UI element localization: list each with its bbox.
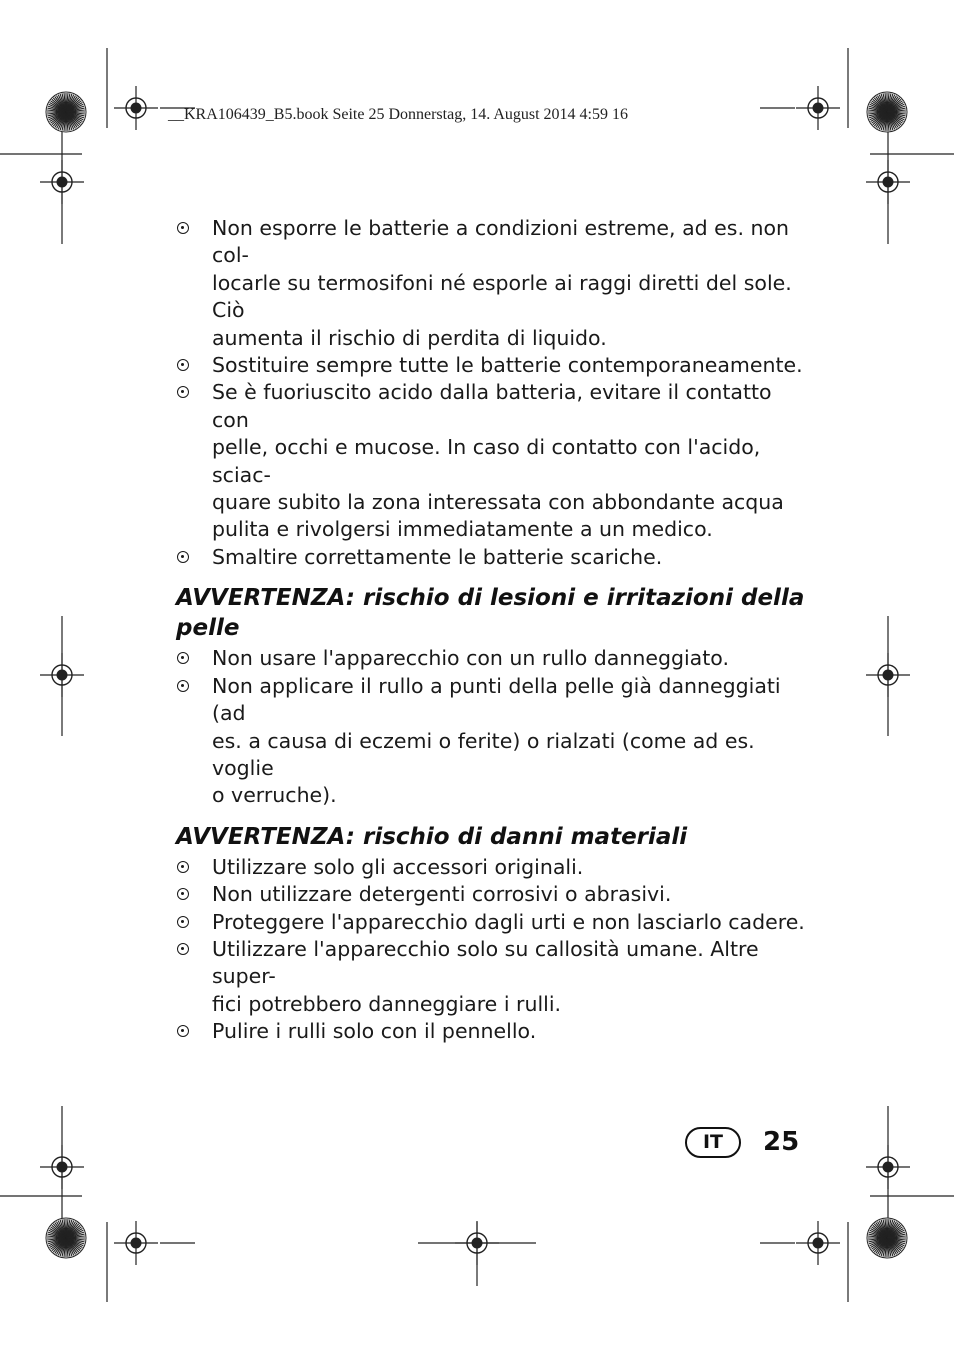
circled-dot-bullet-icon [177,652,189,664]
list-item [176,854,806,881]
circled-dot-bullet-icon [177,916,189,928]
item-text-line: o verruche). [212,783,337,808]
list-item [176,1018,806,1045]
list-item [176,673,806,810]
language-badge: IT [685,1127,741,1158]
item-text-line: Sostituire sempre tutte le batterie contemporaneamente. [212,353,803,378]
circled-dot-bullet-icon [177,680,189,692]
material-warning-heading [176,822,806,852]
page-content [176,215,806,1046]
list-item [176,936,806,1018]
item-text-line: Pulire i rulli solo con il pennello. [212,1019,537,1044]
list-item [176,352,806,379]
item-text-line: Proteggere l'apparecchio dagli urti e non lasciarlo cadere. [212,909,805,934]
list-item [176,215,806,352]
list-item [176,379,806,543]
item-text-line: Non applicare il rullo a punti della pelle già danneggiati (ad [212,673,781,726]
print-file-header: __KRA106439_B5.book Seite 25 Donnerstag, 14. August 2014 4:59 16 [168,106,628,123]
warning-title: rischio di lesioni e irritazioni della pelle [176,585,805,642]
item-text-line: pulita e rivolgersi immediatamente a un medico. [212,517,713,542]
item-text-line: locarle su termosifoni né esporle ai raggi diretti del sole. Ciò [212,270,792,323]
list-item [176,881,806,908]
item-text-line: Smaltire correttamente le batterie scariche. [212,544,663,569]
circled-dot-bullet-icon [177,386,189,398]
item-text-line: quare subito la zona interessata con abbondante acqua [212,490,784,515]
item-text-line: Utilizzare solo gli accessori originali. [212,854,584,879]
circled-dot-bullet-icon [177,888,189,900]
warning-title: rischio di danni materiali [354,823,688,850]
battery-safety-list [176,215,806,571]
skin-warning-list [176,645,806,809]
page-footer [685,1125,799,1159]
warning-label: AVVERTENZA: [176,823,355,850]
item-text-line: Non usare l'apparecchio con un rullo danneggiato. [212,646,729,671]
circled-dot-bullet-icon [177,222,189,234]
circled-dot-bullet-icon [177,1025,189,1037]
item-text-line: Utilizzare l'apparecchio solo su callosità umane. Altre super- [212,936,759,989]
page-number: 25 [763,1127,800,1157]
item-text-line: es. a causa di eczemi o ferite) o rialzati (come ad es. voglie [212,728,755,780]
item-text-line: aumenta il rischio di perdita di liquido. [212,325,607,350]
circled-dot-bullet-icon [177,359,189,371]
item-text-line: Se è fuoriuscito acido dalla batteria, evitare il contatto con [212,380,772,432]
warning-label: AVVERTENZA: [176,585,355,612]
circled-dot-bullet-icon [177,943,189,955]
list-item [176,909,806,936]
list-item [176,645,806,672]
material-warning-list [176,854,806,1046]
item-text-line: pelle, occhi e mucose. In caso di contatto con l'acido, sciac- [212,435,761,487]
skin-warning-heading [176,583,806,643]
list-item [176,544,806,571]
circled-dot-bullet-icon [177,551,189,563]
item-text-line: Non utilizzare detergenti corrosivi o abrasivi. [212,882,672,907]
item-text-line: fici potrebbero danneggiare i rulli. [212,991,562,1016]
circled-dot-bullet-icon [177,861,189,873]
item-text-line: Non esporre le batterie a condizioni estreme, ad es. non col- [212,216,790,268]
